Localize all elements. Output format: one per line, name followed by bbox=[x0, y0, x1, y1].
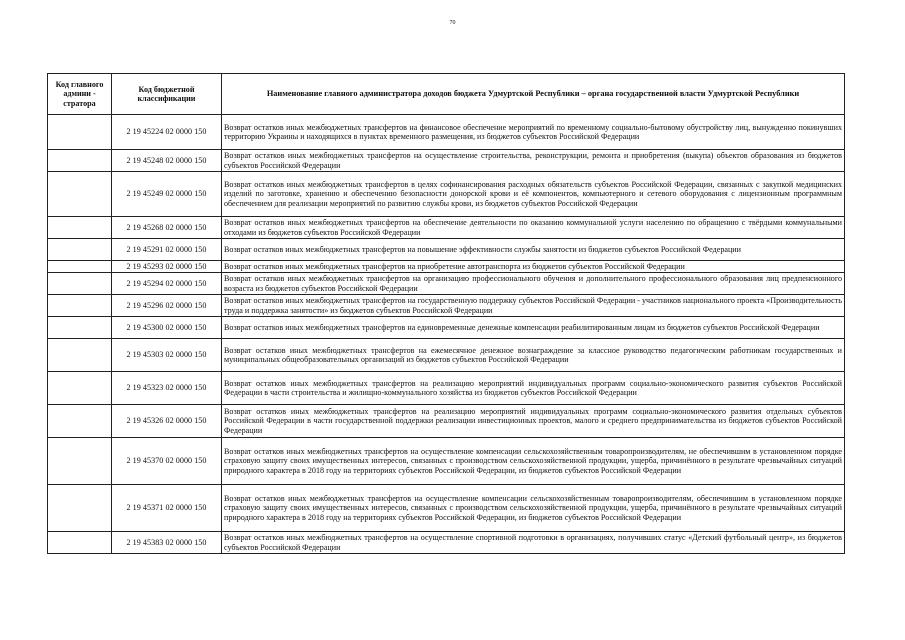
cell-admin-code bbox=[48, 150, 112, 172]
cell-description: Возврат остатков иных межбюджетных трансфертов на осуществление компенсации сельскохозяйственным товаропроизводителям, не обеспечившим в установленном порядке страховую защиту своих имущественных интересов, связанных с производством сельскохозяйственной продукции, ущерба, причинённого в результате чрезвычайных ситуаций природного характера в 2018 году на территориях субъектов Российской Федерации, из бюджетов субъектов Российской Федерации bbox=[222, 438, 845, 485]
cell-admin-code bbox=[48, 261, 112, 273]
cell-budget-code: 2 19 45370 02 0000 150 bbox=[112, 438, 222, 485]
table-row bbox=[48, 150, 845, 172]
cell-admin-code bbox=[48, 273, 112, 295]
cell-admin-code bbox=[48, 372, 112, 405]
cell-budget-code: 2 19 45294 02 0000 150 bbox=[112, 273, 222, 295]
cell-admin-code bbox=[48, 532, 112, 554]
table-body bbox=[48, 115, 845, 554]
cell-budget-code: 2 19 45323 02 0000 150 bbox=[112, 372, 222, 405]
cell-description: Возврат остатков иных межбюджетных трансфертов на единовременные денежные компенсации реабилитированным лицам из бюджетов субъектов Российской Федерации bbox=[222, 317, 845, 339]
table-row bbox=[48, 273, 845, 295]
table-row bbox=[48, 295, 845, 317]
cell-description: Возврат остатков иных межбюджетных трансфертов в целях софинансирования расходных обязательств субъектов Российской Федерации, связанных с закупкой медицинских изделий по заготовке, хранению и обеспечению безопасности донорской крови и её компонентов, компьютерного и сетевого оборудования с лицензионным программным обеспечением для реализации мероприятий по развитию службы крови, из бюджетов субъектов Российской Федерации bbox=[222, 172, 845, 217]
cell-description: Возврат остатков иных межбюджетных трансфертов на государственную поддержку субъектов Российской Федерации - участников национального проекта «Производительность труда и поддержка занятости» из бюджетов субъектов Российской Федерации bbox=[222, 295, 845, 317]
cell-budget-code: 2 19 45300 02 0000 150 bbox=[112, 317, 222, 339]
table-row bbox=[48, 217, 845, 239]
page-number: 70 bbox=[449, 20, 456, 26]
cell-admin-code bbox=[48, 485, 112, 532]
cell-description: Возврат остатков иных межбюджетных трансфертов на ежемесячное денежное вознаграждение за классное руководство педагогическим работникам государственных и муниципальных общеобразовательных организаций из бюджетов субъектов Российской Федерации bbox=[222, 339, 845, 372]
table-row bbox=[48, 405, 845, 438]
cell-admin-code bbox=[48, 239, 112, 261]
cell-budget-code: 2 19 45303 02 0000 150 bbox=[112, 339, 222, 372]
cell-description: Возврат остатков иных межбюджетных трансфертов на осуществление компенсации сельскохозяйственным товаропроизводителям, обеспечившим в установленном порядке страховую защиту своих имущественных интересов, связанных с производством сельскохозяйственной продукции, ущерба, причинённого в результате чрезвычайных ситуаций природного характера в 2018 году на территориях субъектов Российской Федерации, из бюджетов субъектов Российской Федерации bbox=[222, 485, 845, 532]
cell-admin-code bbox=[48, 405, 112, 438]
table-row bbox=[48, 172, 845, 217]
table-row bbox=[48, 261, 845, 273]
cell-description: Возврат остатков иных межбюджетных трансфертов на повышение эффективности службы занятости из бюджетов субъектов Российской Федерации bbox=[222, 239, 845, 261]
table-row bbox=[48, 317, 845, 339]
cell-admin-code bbox=[48, 317, 112, 339]
cell-description: Возврат остатков иных межбюджетных трансфертов на финансовое обеспечение мероприятий по временному социально-бытовому обустройству лиц, вынужденно покинувших территорию Украины и находящихся в пунктах временного размещения, из бюджетов субъектов Российской Федерации bbox=[222, 115, 845, 150]
header-administrator-name: Наименование главного администратора доходов бюджета Удмуртской Республики – органа государственной власти Удмуртской Республики bbox=[222, 74, 845, 115]
cell-admin-code bbox=[48, 172, 112, 217]
cell-description: Возврат остатков иных межбюджетных трансфертов на организацию профессионального обучения и дополнительного профессионального образования лиц предпенсионного возраста из бюджетов субъектов Российской Федерации bbox=[222, 273, 845, 295]
cell-budget-code: 2 19 45383 02 0000 150 bbox=[112, 532, 222, 554]
cell-admin-code bbox=[48, 295, 112, 317]
cell-admin-code bbox=[48, 339, 112, 372]
cell-description: Возврат остатков иных межбюджетных трансфертов на реализацию мероприятий индивидуальных программ социально-экономического развития отдельных субъектов Российской Федерации в части государственной поддержки реализации инвестиционных проектов, малого и среднего предпринимательства из бюджетов субъектов Российской Федерации bbox=[222, 405, 845, 438]
cell-description: Возврат остатков иных межбюджетных трансфертов на приобретение автотранспорта из бюджетов субъектов Российской Федерации bbox=[222, 261, 845, 273]
cell-description: Возврат остатков иных межбюджетных трансфертов на обеспечение деятельности по оказанию коммунальной услуги населению по обращению с твёрдыми коммунальными отходами из бюджетов субъектов Российской Федерации bbox=[222, 217, 845, 239]
cell-description: Возврат остатков иных межбюджетных трансфертов на реализацию мероприятий индивидуальных программ социально-экономического развития субъектов Российской Федерации в части строительства и жилищно-коммунального хозяйства из бюджетов субъектов Российской Федерации bbox=[222, 372, 845, 405]
cell-budget-code: 2 19 45296 02 0000 150 bbox=[112, 295, 222, 317]
cell-admin-code bbox=[48, 438, 112, 485]
header-budget-code: Код бюджетной классификации bbox=[112, 74, 222, 115]
table-header-row bbox=[48, 74, 845, 115]
table-row bbox=[48, 339, 845, 372]
header-admin-code: Код главного админи - стратора bbox=[48, 74, 112, 115]
cell-description: Возврат остатков иных межбюджетных трансфертов на осуществление строительства, реконструкции, ремонта и приобретения (выкупа) объектов образования из бюджетов субъектов Российской Федерации bbox=[222, 150, 845, 172]
budget-codes-table bbox=[47, 73, 845, 554]
cell-budget-code: 2 19 45293 02 0000 150 bbox=[112, 261, 222, 273]
cell-description: Возврат остатков иных межбюджетных трансфертов на осуществление спортивной подготовки в организациях, получивших статус «Детский футбольный центр», из бюджетов субъектов Российской Федерации bbox=[222, 532, 845, 554]
cell-budget-code: 2 19 45249 02 0000 150 bbox=[112, 172, 222, 217]
table-row bbox=[48, 485, 845, 532]
table-row bbox=[48, 115, 845, 150]
cell-budget-code: 2 19 45224 02 0000 150 bbox=[112, 115, 222, 150]
cell-budget-code: 2 19 45268 02 0000 150 bbox=[112, 217, 222, 239]
cell-budget-code: 2 19 45248 02 0000 150 bbox=[112, 150, 222, 172]
table-row bbox=[48, 372, 845, 405]
table-row bbox=[48, 532, 845, 554]
cell-admin-code bbox=[48, 217, 112, 239]
cell-budget-code: 2 19 45326 02 0000 150 bbox=[112, 405, 222, 438]
cell-budget-code: 2 19 45291 02 0000 150 bbox=[112, 239, 222, 261]
table-row bbox=[48, 438, 845, 485]
cell-admin-code bbox=[48, 115, 112, 150]
cell-budget-code: 2 19 45371 02 0000 150 bbox=[112, 485, 222, 532]
table-row bbox=[48, 239, 845, 261]
